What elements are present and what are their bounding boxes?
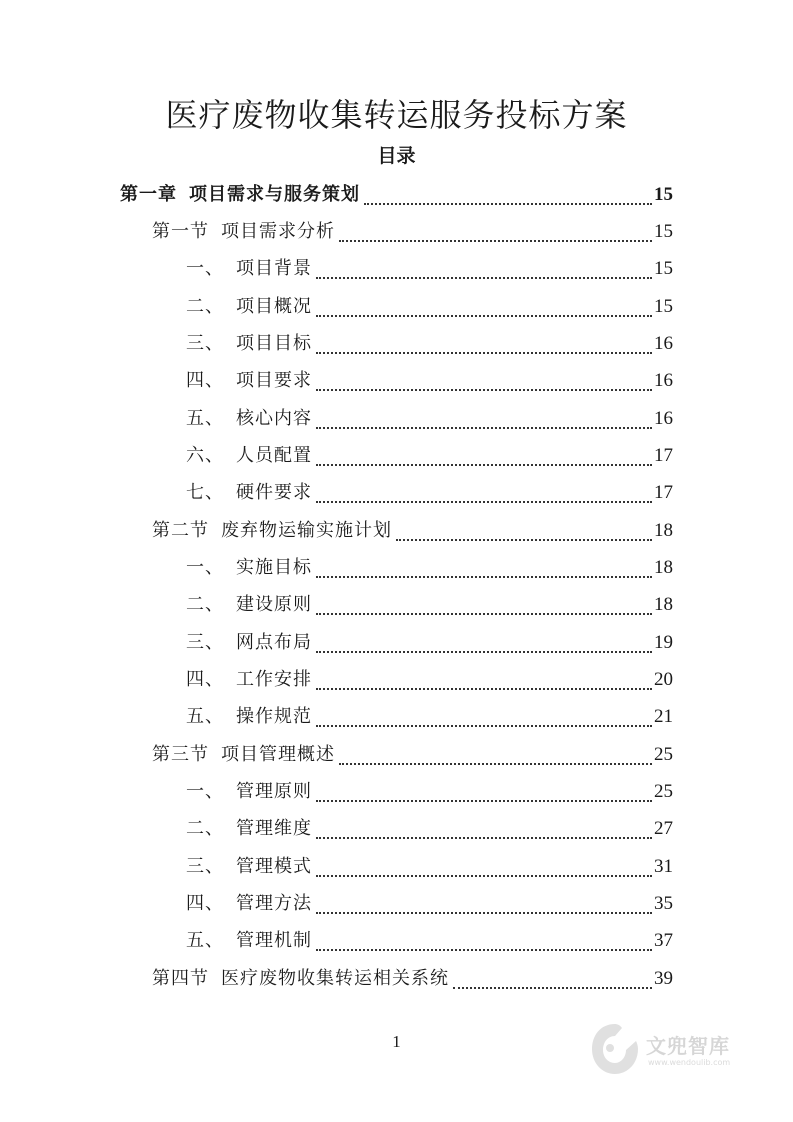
toc-entry-number: 第一节 [152, 220, 209, 242]
toc-entry-chapter-1[interactable] [120, 176, 673, 213]
toc-leader-dots [316, 450, 652, 466]
toc-entry-label: 项目需求与服务策划 [189, 183, 360, 205]
watermark [586, 1020, 756, 1078]
toc-entry-label: 操作规范 [236, 705, 312, 727]
toc-leader-dots [316, 786, 652, 802]
toc-entry-number: 四、 [186, 369, 224, 391]
toc-leader-dots [316, 599, 652, 615]
toc-entry-page: 15 [654, 295, 673, 317]
toc-entry-number: 一、 [186, 780, 224, 802]
toc-entry[interactable] [186, 885, 673, 922]
toc-entry-label: 建设原则 [236, 593, 312, 615]
toc-entry-page: 39 [654, 967, 673, 989]
toc-entry[interactable] [186, 549, 673, 586]
toc-entry[interactable] [186, 810, 673, 847]
watermark-brand: 文兜智库 [646, 1034, 730, 1058]
toc-leader-dots [316, 487, 652, 503]
toc-entry-label: 管理模式 [236, 855, 312, 877]
toc-entry[interactable] [186, 773, 673, 810]
page-number: 1 [392, 1032, 401, 1051]
toc-leader-dots [453, 973, 652, 989]
toc-entry-number: 二、 [186, 817, 224, 839]
toc-entry-page: 20 [654, 668, 673, 690]
toc-entry[interactable] [186, 362, 673, 399]
toc-entry-label: 管理机制 [236, 929, 312, 951]
toc-entry-label: 废弃物运输实施计划 [221, 519, 392, 541]
toc-entry-label: 医疗废物收集转运相关系统 [221, 967, 449, 989]
toc-entry-page: 18 [654, 519, 673, 541]
toc-entry-label: 核心内容 [236, 407, 312, 429]
toc-leader-dots [316, 861, 652, 877]
toc-entry-label: 项目要求 [236, 369, 312, 391]
toc-entry-section-4[interactable] [152, 960, 673, 997]
toc-entry-number: 四、 [186, 892, 224, 914]
toc-entry-page: 16 [654, 332, 673, 354]
toc-leader-dots [316, 263, 652, 279]
toc-entry-page: 19 [654, 631, 673, 653]
toc-leader-dots [396, 525, 652, 541]
toc-leader-dots [316, 338, 652, 354]
toc-heading: 目录 [377, 145, 416, 167]
toc-entry-number: 第四节 [152, 967, 209, 989]
toc-entry[interactable] [186, 288, 673, 325]
toc-entry-label: 硬件要求 [236, 481, 312, 503]
toc-entry-label: 网点布局 [236, 631, 312, 653]
toc-entry-number: 五、 [186, 705, 224, 727]
toc-entry-number: 五、 [186, 929, 224, 951]
toc-entry-page: 16 [654, 407, 673, 429]
toc-entry-page: 15 [654, 220, 673, 242]
toc-entry-label: 管理维度 [236, 817, 312, 839]
toc-leader-dots [316, 301, 652, 317]
toc-entry-page: 15 [654, 183, 673, 205]
toc-entry-label: 项目管理概述 [221, 743, 335, 765]
toc-entry-label: 项目需求分析 [221, 220, 335, 242]
toc-entry-label: 项目目标 [236, 332, 312, 354]
toc-entry[interactable] [186, 848, 673, 885]
toc-entry-number: 六、 [186, 444, 224, 466]
watermark-url: www.wendoulib.com [648, 1058, 731, 1067]
toc-entry-number: 三、 [186, 855, 224, 877]
toc-entry[interactable] [186, 400, 673, 437]
toc-entry-label: 项目背景 [236, 257, 312, 279]
toc-leader-dots [316, 935, 652, 951]
toc-entry-label: 项目概况 [236, 295, 312, 317]
toc-entry[interactable] [186, 437, 673, 474]
toc-entry-page: 18 [654, 556, 673, 578]
toc-entry-label: 实施目标 [236, 556, 312, 578]
toc-entry-page: 25 [654, 780, 673, 802]
toc-entry[interactable] [186, 586, 673, 623]
toc-entry-number: 二、 [186, 295, 224, 317]
toc-entry-page: 35 [654, 892, 673, 914]
toc-entry[interactable] [186, 624, 673, 661]
toc-entry-label: 管理原则 [236, 780, 312, 802]
toc-entry[interactable] [186, 922, 673, 959]
toc-entry-number: 三、 [186, 332, 224, 354]
toc-entry-page: 31 [654, 855, 673, 877]
toc-entry-label: 管理方法 [236, 892, 312, 914]
toc-entry[interactable] [186, 474, 673, 511]
toc-leader-dots [316, 898, 652, 914]
toc-entry-page: 18 [654, 593, 673, 615]
toc-entry-page: 16 [654, 369, 673, 391]
toc-entry-number: 四、 [186, 668, 224, 690]
toc-leader-dots [316, 711, 652, 727]
toc-entry-number: 二、 [186, 593, 224, 615]
toc-entry-number: 第二节 [152, 519, 209, 541]
toc-entry[interactable] [186, 250, 673, 287]
toc-leader-dots [316, 562, 652, 578]
toc-entry-number: 三、 [186, 631, 224, 653]
toc-leader-dots [339, 749, 652, 765]
toc-entry-page: 25 [654, 743, 673, 765]
toc-entry-page: 27 [654, 817, 673, 839]
toc-entry-number: 第三节 [152, 743, 209, 765]
toc-entry-number: 第一章 [120, 183, 177, 205]
toc-entry-page: 37 [654, 929, 673, 951]
toc-leader-dots [316, 674, 652, 690]
toc-entry-number: 一、 [186, 556, 224, 578]
toc-leader-dots [316, 823, 652, 839]
toc-entry-page: 17 [654, 481, 673, 503]
toc-entry-page: 15 [654, 257, 673, 279]
toc-entry-section-1[interactable] [152, 213, 673, 250]
toc-leader-dots [364, 189, 652, 205]
document-title: 医疗废物收集转运服务投标方案 [165, 96, 628, 134]
wendou-logo-icon [586, 1020, 644, 1078]
toc-entry-label: 工作安排 [236, 668, 312, 690]
toc-entry-page: 21 [654, 705, 673, 727]
toc-entry-label: 人员配置 [236, 444, 312, 466]
toc-entry[interactable] [186, 325, 673, 362]
toc-leader-dots [316, 375, 652, 391]
toc-leader-dots [316, 413, 652, 429]
toc-entry-number: 五、 [186, 407, 224, 429]
toc-entry-section-2[interactable] [152, 512, 673, 549]
toc-entry[interactable] [186, 661, 673, 698]
toc-entry[interactable] [186, 698, 673, 735]
toc-leader-dots [316, 637, 652, 653]
toc-leader-dots [339, 226, 652, 242]
toc-entry-number: 一、 [186, 257, 224, 279]
toc-entry-number: 七、 [186, 481, 224, 503]
toc-entry-page: 17 [654, 444, 673, 466]
toc-entry-section-3[interactable] [152, 736, 673, 773]
